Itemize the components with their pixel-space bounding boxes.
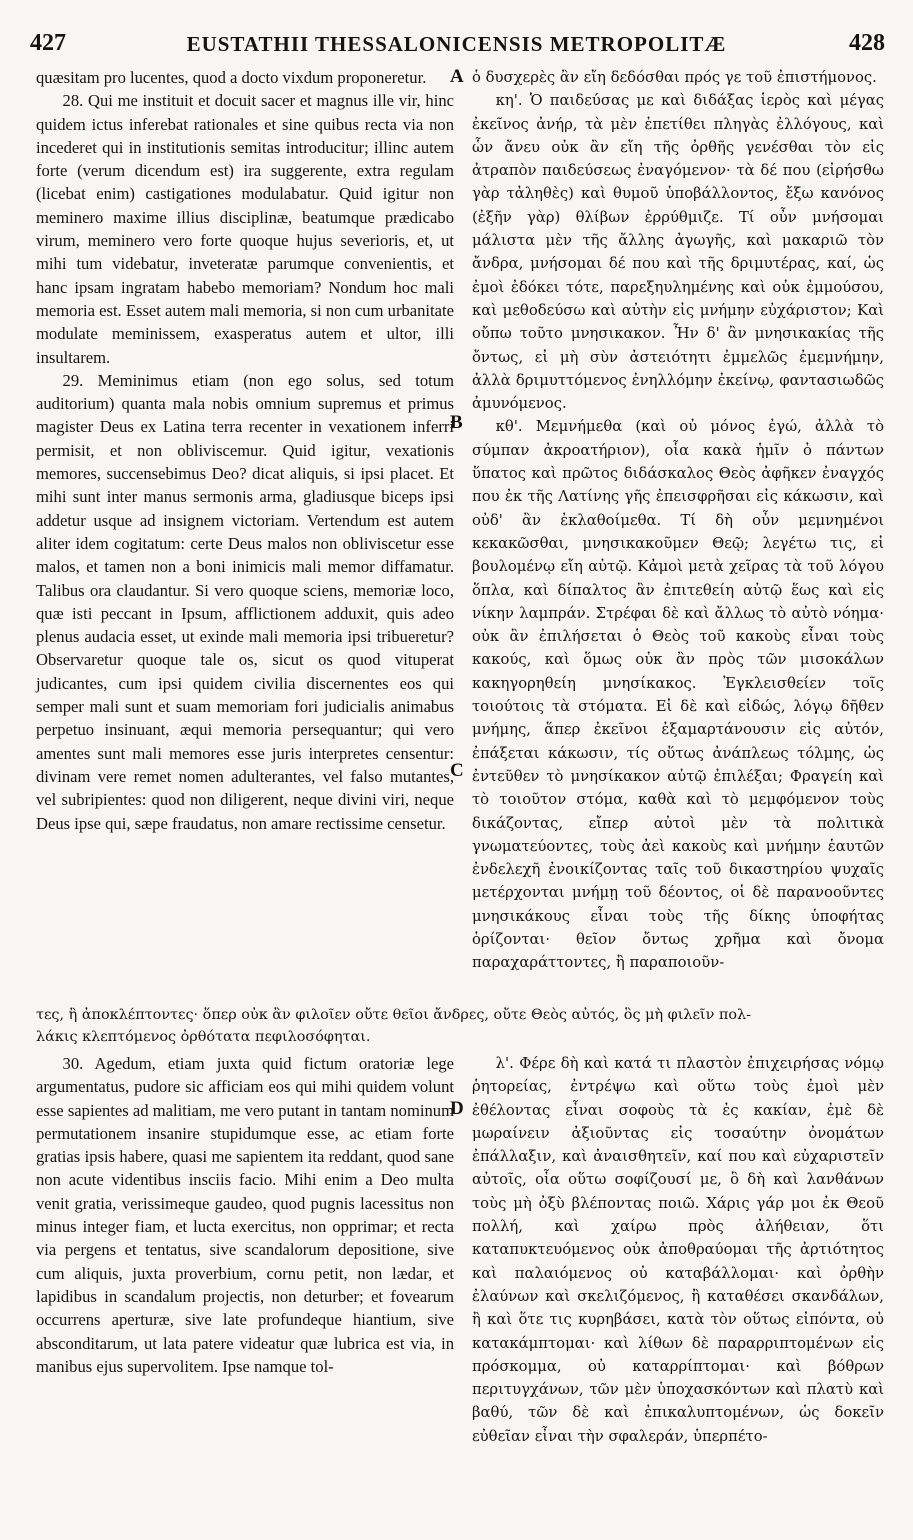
latin-paragraph: 28. Qui me instituit et docuit sacer et magnus ille vir, hinc quidem ictus inferebat rationales et sine quibus recta via non incederet qui in institutionis semitas introducitur; illinc autem forte (verum dicendum est) ira suggerente, extra regulam (licebat enim) castigationes modulabatur. Quid igitur non meminero maxime illius disciplinæ, beatumque prædicabo virum, meminero vero forte quoque hujus severioris, et, ut mihi tum videbatur, inveteratæ parumque convenientis, et hanc ipsam ingratam habebo memoriam? Nondum hoc mali memoria est. Esset autem mali memoria, si non cum urbanitate modulate meminissem, exasperatus autem et ultor, illi insultarem. — [36, 91, 454, 367]
latin-column-top — [36, 66, 454, 996]
margin-letter-c: C — [450, 760, 464, 781]
greek-paragraph: κθ'. Μεμνήμεθα (καὶ οὐ μόνος ἐγώ, ἀλλὰ τὸ σύμπαν ἀκροατήριον), οἷα κακὰ ἡμῖν ὁ πάντων ὕπατος καὶ πρῶτος διδάσκαλος Θεὸς ἀφῆκεν ἐναγχός που ἐκ τῆς Λατίνης γῆς ἐπεισφρῆσαι εἰς κάκωσιν, καὶ οὐδ' ἂν ἐκλαθοίμεθα. Τί δὴ οὖν μεμνημένοι κεκακῶσθαι, μνησικακοῦμεν Θεῷ; λεγέτω τις, εἰ βουλομένῳ εἴη αὐτῷ. Κἀμοὶ μετὰ χεῖρας τὰ τοῦ λόγου ὅπλα, καὶ δίπαλτος ἂν ἐπιτεθείη αὐτῷ ἕως καὶ εἰς νίκην λαμπράν. Στρέφαι δὲ καὶ ἄλλως τὸ αὐτὸ νόημα· οὐκ ἂν ἐπιλήσεται ὁ Θεὸς τοῦ κακοὺς εἶναι τοὺς κακούς, καὶ ὅμως οὐκ ἂν πρὸς τῶν μισοκάλων κακηγορηθείη μνησίκακος. Ἐγκλεισθείεν τοῖς τοιούτοις τὰ στόματα. Εἰ δὲ καὶ εἰδώς, λόγῳ δῆθεν μνήμης, ἅπερ ἐκεῖνοι ἐξαμαρτάνουσιν εἰς αὐτόν, ἐπάξεται κάκωσιν, τίς οὕτως ἀνάπλεως τόλμης, ὡς ἐντεῦθεν τὸ μνησίκακον αὐτῷ ἐπιλέξαι; Φραγείη καὶ τὸ τοιοῦτον στόμα, καθὰ καὶ τὸ μεμφόμενον τοὺς δικάζοντας, εἴπερ αὐτοὶ μὲν τὰ πολιτικὰ γνωματεύοντες, τοὺς ἀεὶ κακοὺς καὶ μνήμην ἑαυτῶν ἐνδελεχῆ ἐνοικίζοντας ταῖς τοῦ δικαστηρίου ψυχαῖς μετέρχονται μνήμῃ τοῦ δέοντος, οἱ δὲ παρανοοῦντες μνησικάκους εἶναι τοὺς τῆς δίκης ὑποφήτας ὁρίζονται· θεῖον ὄντως χρῆμα καὶ ὄνομα παραχαράττοντες, ἢ παραποιοῦν- — [472, 418, 884, 972]
greek-paragraph: λ'. Φέρε δὴ καὶ κατά τι πλαστὸν ἐπιχειρήσας νόμῳ ῥητορείας, ἐντρέψω καὶ οὕτω τοὺς ἐμοὶ μὲν ἐθέλοντας εἶναι σοφοὺς τὰ ἐς κακίαν, ἐμὲ δὲ μωραίνειν ἀξιοῦντας εἰς τοσαύτην ὀνομάτων ἐπάλλαξιν, καὶ ἀναισθητεῖν, καί που καὶ εὐχαριστεῖν αὐτοῖς, οἷα οὕτω σοφίζουσί με, ὃ δὴ καὶ λανθάνων τοὺς μὴ ὀξὺ βλέποντας ποιῶ. Χάρις γάρ μοι ἐκ Θεοῦ πολλή, καὶ χαίρω πρὸς ἀλήθειαν, ὅτι καταπυκτευόμενος οὐκ ἀποθραύομαι τῆς ἀρτιότητος καὶ παλαιόμενος οὐ καταβάλλομαι· καὶ ὀρθὴν ἐλαύνων καὶ σκελιζόμενος, ἢ καταθέσει σκανδάλων, ἢ καὶ ὅτε τις κυρηβάσει, κατὰ τὸν οὕτως εἰπόντα, οὐ κατακάμπτομαι· καὶ λίθων δὲ παραρριπτομένων εἰς πρόσκομμα, οὐ καταρρίπτομαι· καὶ βόθρων περιτυγχάνων, τῶν μὲν ὑποχασκόντων καὶ πλατὺ καὶ βαθύ, τῶν δὲ καὶ ἐπικαλυπτομένων, ὡς δοκεῖν εὐθεῖαν εἶναι τὴν σφαλεράν, ὑπερπέτο- — [472, 1055, 884, 1445]
margin-letter-d: D — [450, 1098, 464, 1119]
greek-span-line: τες, ἢ ἀποκλέπτοντες· ὅπερ οὐκ ἂν φιλοῖεν οὔτε θεῖοι ἄνδρες, οὔτε Θεὸς αὐτός, ὃς μὴ φιλεῖν πολ- — [36, 1007, 752, 1023]
greek-column-bottom — [472, 1052, 884, 1522]
greek-paragraph: κη'. Ὁ παιδεύσας με καὶ διδάξας ἱερὸς καὶ μέγας ἐκεῖνος ἀνήρ, τὰ μὲν ἐπετίθει πληγὰς ἐλλόγους, καὶ ὧν ἄνευ οὐκ ἂν εἴη τῆς ὀρθῆς γενέσθαι τὸν εἰς ἀτραπὸν παιδεύσεως ἐναγόμενον· τὰ δέ που (εἰρήσθω γὰρ τἀληθὲς) καὶ θυμοῦ ὑποβάλλοντος, ἔξω κανόνος (ἐξῆν γὰρ) θλίβων ἐρρύθμιζε. Τί οὖν μνήσομαι μάλιστα μὲν τῆς ἄλλης ἀγωγῆς, καὶ μακαριῶ τὸν ἄνδρα, μνήσομαι δέ που καὶ τῆς δριμυτέρας, καί, ὡς ἐμοὶ ἐδόκει τότε, παρεξηυλημένης καὶ οὐκ ἐμμούσου, καὶ μεθοδεύσω καὶ αὐτὴν εἰς μνήμην εὐχάριστον; Καὶ οὔπω τοῦτο μνησικακον. Ἦν δ' ἂν μνησικακίας τῆς ὄντως, εἰ μὴ σὺν ἀστειότητι ἐμμελῶς ἐμεμνήμην, ἀλλὰ δριμυττόμενος ἐνηλλόμην ἐκείνῳ, φαντασιωδῶς ἀμυνόμενος. — [472, 92, 884, 413]
margin-letter-b: B — [450, 412, 463, 433]
page-header — [24, 30, 889, 62]
page-number-left: 427 — [30, 30, 66, 56]
greek-span-line: λάκις κλεπτόμενος ὀρθότατα πεφιλοσόφηται. — [36, 1029, 371, 1045]
latin-paragraph: 30. Agedum, etiam juxta quid fictum oratoriæ lege argumentatus, pudore sic afficiam eos qui mihi quidem volunt esse sapientes ad malitiam, me vero putant in tantam nominum permutationem insanire stupidumque esse, ac etiam forte gratias ipsis habere, quasi me sapientem ita reddant, quod sane non acute videntibus insciis facio. Mihi enim a Deo multa venit gratia, verissimeque gaudeo, quod pugnis lacessitus non minus integer fiam, et lucta exercitus, non opprimar; et recta via pergens et tentatus, sive scandalorum depositione, sive cum aliquis, juxta proverbium, cornu petit, non lædar, et lapidibus in scandalum projectis, non deturber; et fovearum occurrens aperturæ, sive late profundeque hiantium, sive absconditarum, ut lata patere videatur quæ lubrica est via, in manibus ejus supervolitem. Ipse namque tol- — [36, 1054, 454, 1376]
greek-column-top — [472, 66, 884, 996]
greek-spanning-lines — [36, 1004, 884, 1048]
greek-paragraph: ὁ δυσχερὲς ἂν εἴη δεδόσθαι πρός γε τοῦ ἐπιστήμονος. — [472, 69, 877, 86]
latin-paragraph: quæsitam pro lucentes, quod a docto vixdum proponeretur. — [36, 68, 427, 87]
latin-column-bottom — [36, 1052, 454, 1522]
margin-letter-a: A — [450, 66, 464, 87]
running-title: EUSTATHII THESSALONICENSIS METROPOLITÆ — [186, 32, 727, 56]
latin-paragraph: 29. Meminimus etiam (non ego solus, sed totum auditorium) quanta mala nobis omnium supremus et primus magister Deus ex Latina terra recenter in vexationem inferri permisit, et non obliviscemur. Quid igitur, vexationis memores, succensebimus Deo? dicat aliquis, si ipsi placet. Et mihi sunt inter manus sermonis arma, gladiusque biceps ipsi addetur usque ad insignem victoriam. Vertendum est autem aliter idem cogitatum: certe Deus malos non obliviscetur esse malos, et tamen non a boni inimicis mali memor diffamatur. Talibus ora claudantur. Si vero quoque sciens, memoriæ loco, quæ isti peccant in Ipsum, afflictionem adduxit, quis adeo plenus audacia esset, ut exinde mali memoria ipsi tribueretur? Observaretur quoque tale os, sicut os quod vituperat judicantes, cum ipsi quidem civilia discernentes eos qui semper mali sunt et suam memoriam fori judicialis animabus perpetuo insinuant, æqui memoria persequantur; qui vero amentes sunt mali memores esse juris interpretes censentur: divinam vere remet nomen adulterantes, vel falso mutantes, vel subripientes: quod non diligerent, neque divini viri, neque Deus ipse qui, sæpe fraudatus, non amare rectissime censetur. — [36, 370, 454, 833]
page-number-right: 428 — [849, 30, 885, 56]
